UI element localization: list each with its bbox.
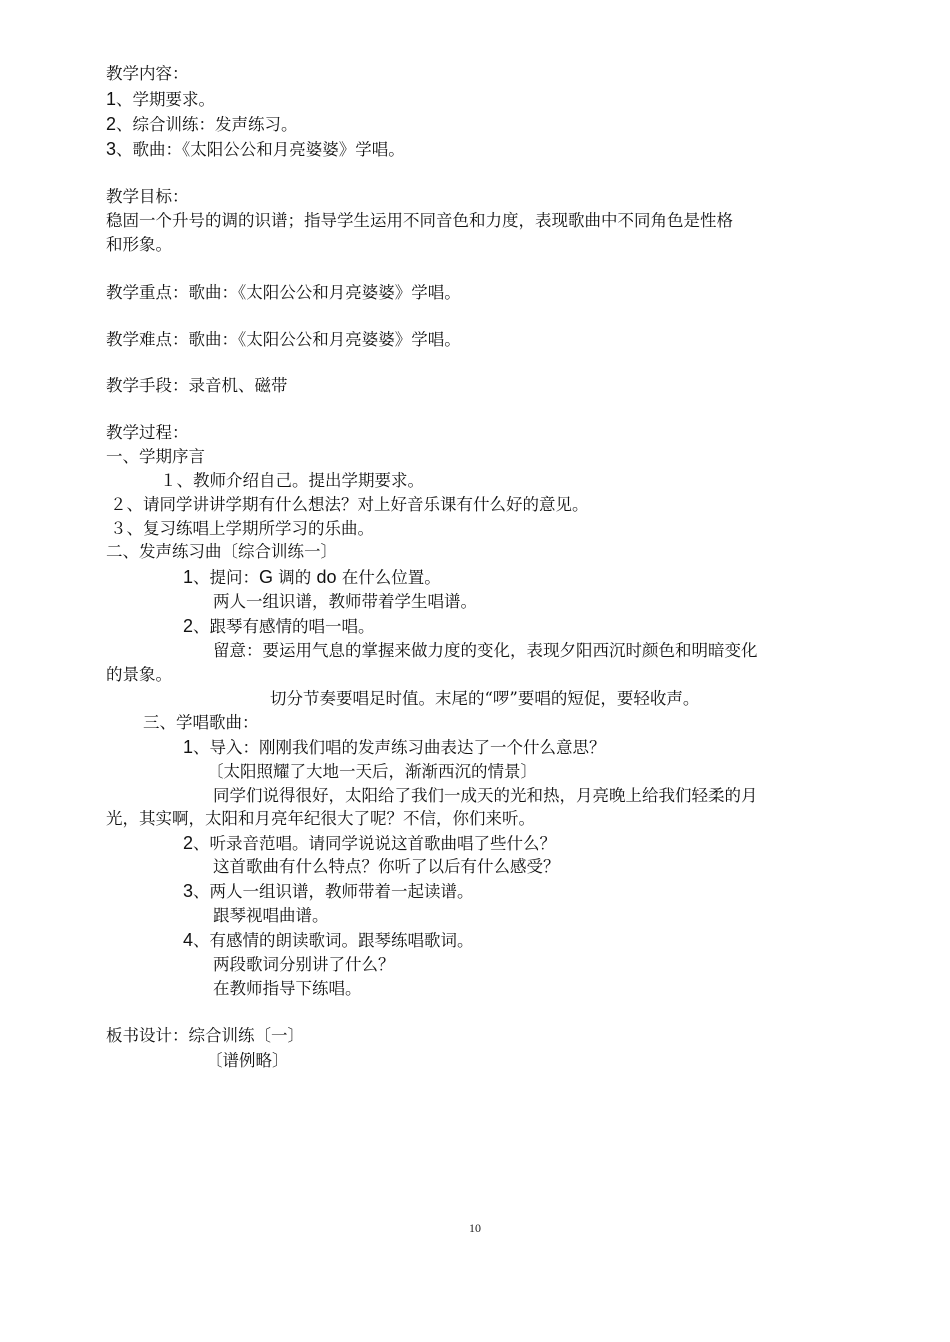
q1-text-c: 在什么位置。 [336,568,441,587]
item-text: 、听录音范唱。请同学说说这首歌曲唱了些什么？ [193,834,557,853]
section-2-question-1 [183,565,441,589]
q1-text-a: 、提问： [193,568,260,587]
page-number: 10 [469,1221,481,1235]
section-2-title: 二、发声练习曲〔综合训练一〕 [106,542,337,561]
objectives-heading: 教学目标： [106,187,189,206]
key-point: 教学重点：歌曲：《太阳公公和月亮婆婆》学唱。 [106,283,461,302]
item-number: 1 [106,89,117,109]
section-1-title: 一、学期序言 [106,447,205,466]
item-text: 、有感情的朗读歌词。跟琴练唱歌词。 [193,931,474,950]
section-1-item-3: ３、复习练唱上学期所学习的乐曲。 [110,519,374,538]
section-1-item-2: ２、请同学讲讲学期有什么想法？对上好音乐课有什么好的意见。 [110,495,589,514]
q1-text-b: 调的 [273,568,317,587]
section-3-step-3 [183,879,474,903]
item-number: 4 [183,930,194,950]
content-heading: 教学内容： [106,64,189,83]
section-3-step-1 [183,735,606,759]
content-item-3 [106,137,405,161]
item-text: 、歌曲：《太阳公公和月亮婆婆》学唱。 [116,140,405,159]
process-heading: 教学过程： [106,423,189,442]
section-2-note-line-1: 留意：要运用气息的掌握来做力度的变化，表现夕阳西沉时颜色和明暗变化 [213,641,758,660]
content-item-1 [106,87,215,111]
item-number: 3 [106,139,117,159]
item-text: 、导入：刚刚我们唱的发声练习曲表达了一个什么意思？ [193,738,606,757]
section-3-step-3-sub: 跟琴视唱曲谱。 [213,906,329,925]
item-number: 3 [183,881,194,901]
section-3-step-4-sub-1: 两段歌词分别讲了什么？ [213,955,395,974]
section-2-note-line-3: 切分节奏要唱足时值。末尾的“啰”要唱的短促，要轻收声。 [270,689,700,708]
item-number: 2 [106,114,117,134]
objectives-line-1: 稳固一个升号的调的识谱；指导学生运用不同音色和力度，表现歌曲中不同角色是性格 [106,211,733,230]
section-3-step-1-answer: 〔太阳照耀了大地一天后，渐渐西沉的情景〕 [207,762,537,781]
content-item-2 [106,112,298,136]
section-3-step-2-sub: 这首歌曲有什么特点？你听了以后有什么感受？ [213,857,560,876]
q1-key-g: G [259,567,274,587]
item-number: 2 [183,616,194,636]
section-3-step-2 [183,831,556,855]
item-number: 1 [183,567,194,587]
section-2-note-line-2: 的景象。 [106,665,172,684]
board-design-example: 〔谱例略〕 [206,1051,289,1070]
section-2-question-2 [183,614,375,638]
section-3-step-4 [183,928,474,952]
section-2-question-1-sub: 两人一组识谱，教师带着学生唱谱。 [213,592,477,611]
section-1-item-1: １、教师介绍自己。提出学期要求。 [160,471,424,490]
objectives-line-2: 和形象。 [106,235,172,254]
item-number: 1 [183,737,194,757]
item-number: 2 [183,833,194,853]
board-design: 板书设计：综合训练〔一〕 [106,1026,304,1045]
section-3-step-1-para-2: 光，其实啊，太阳和月亮年纪很大了呢？不信，你们来听。 [106,809,535,828]
section-3-step-1-para-1: 同学们说得很好，太阳给了我们一成天的光和热，月亮晚上给我们轻柔的月 [213,786,758,805]
section-3-step-4-sub-2: 在教师指导下练唱。 [213,979,362,998]
section-3-title: 三、学唱歌曲： [143,713,259,732]
item-text: 、跟琴有感情的唱一唱。 [193,617,375,636]
item-text: 、两人一组识谱，教师带着一起读谱。 [193,882,474,901]
item-text: 、学期要求。 [116,90,216,109]
item-text: 、综合训练：发声练习。 [116,115,298,134]
teaching-tools: 教学手段：录音机、磁带 [106,376,288,395]
q1-do: do [316,567,337,587]
difficulty: 教学难点：歌曲：《太阳公公和月亮婆婆》学唱。 [106,330,461,349]
